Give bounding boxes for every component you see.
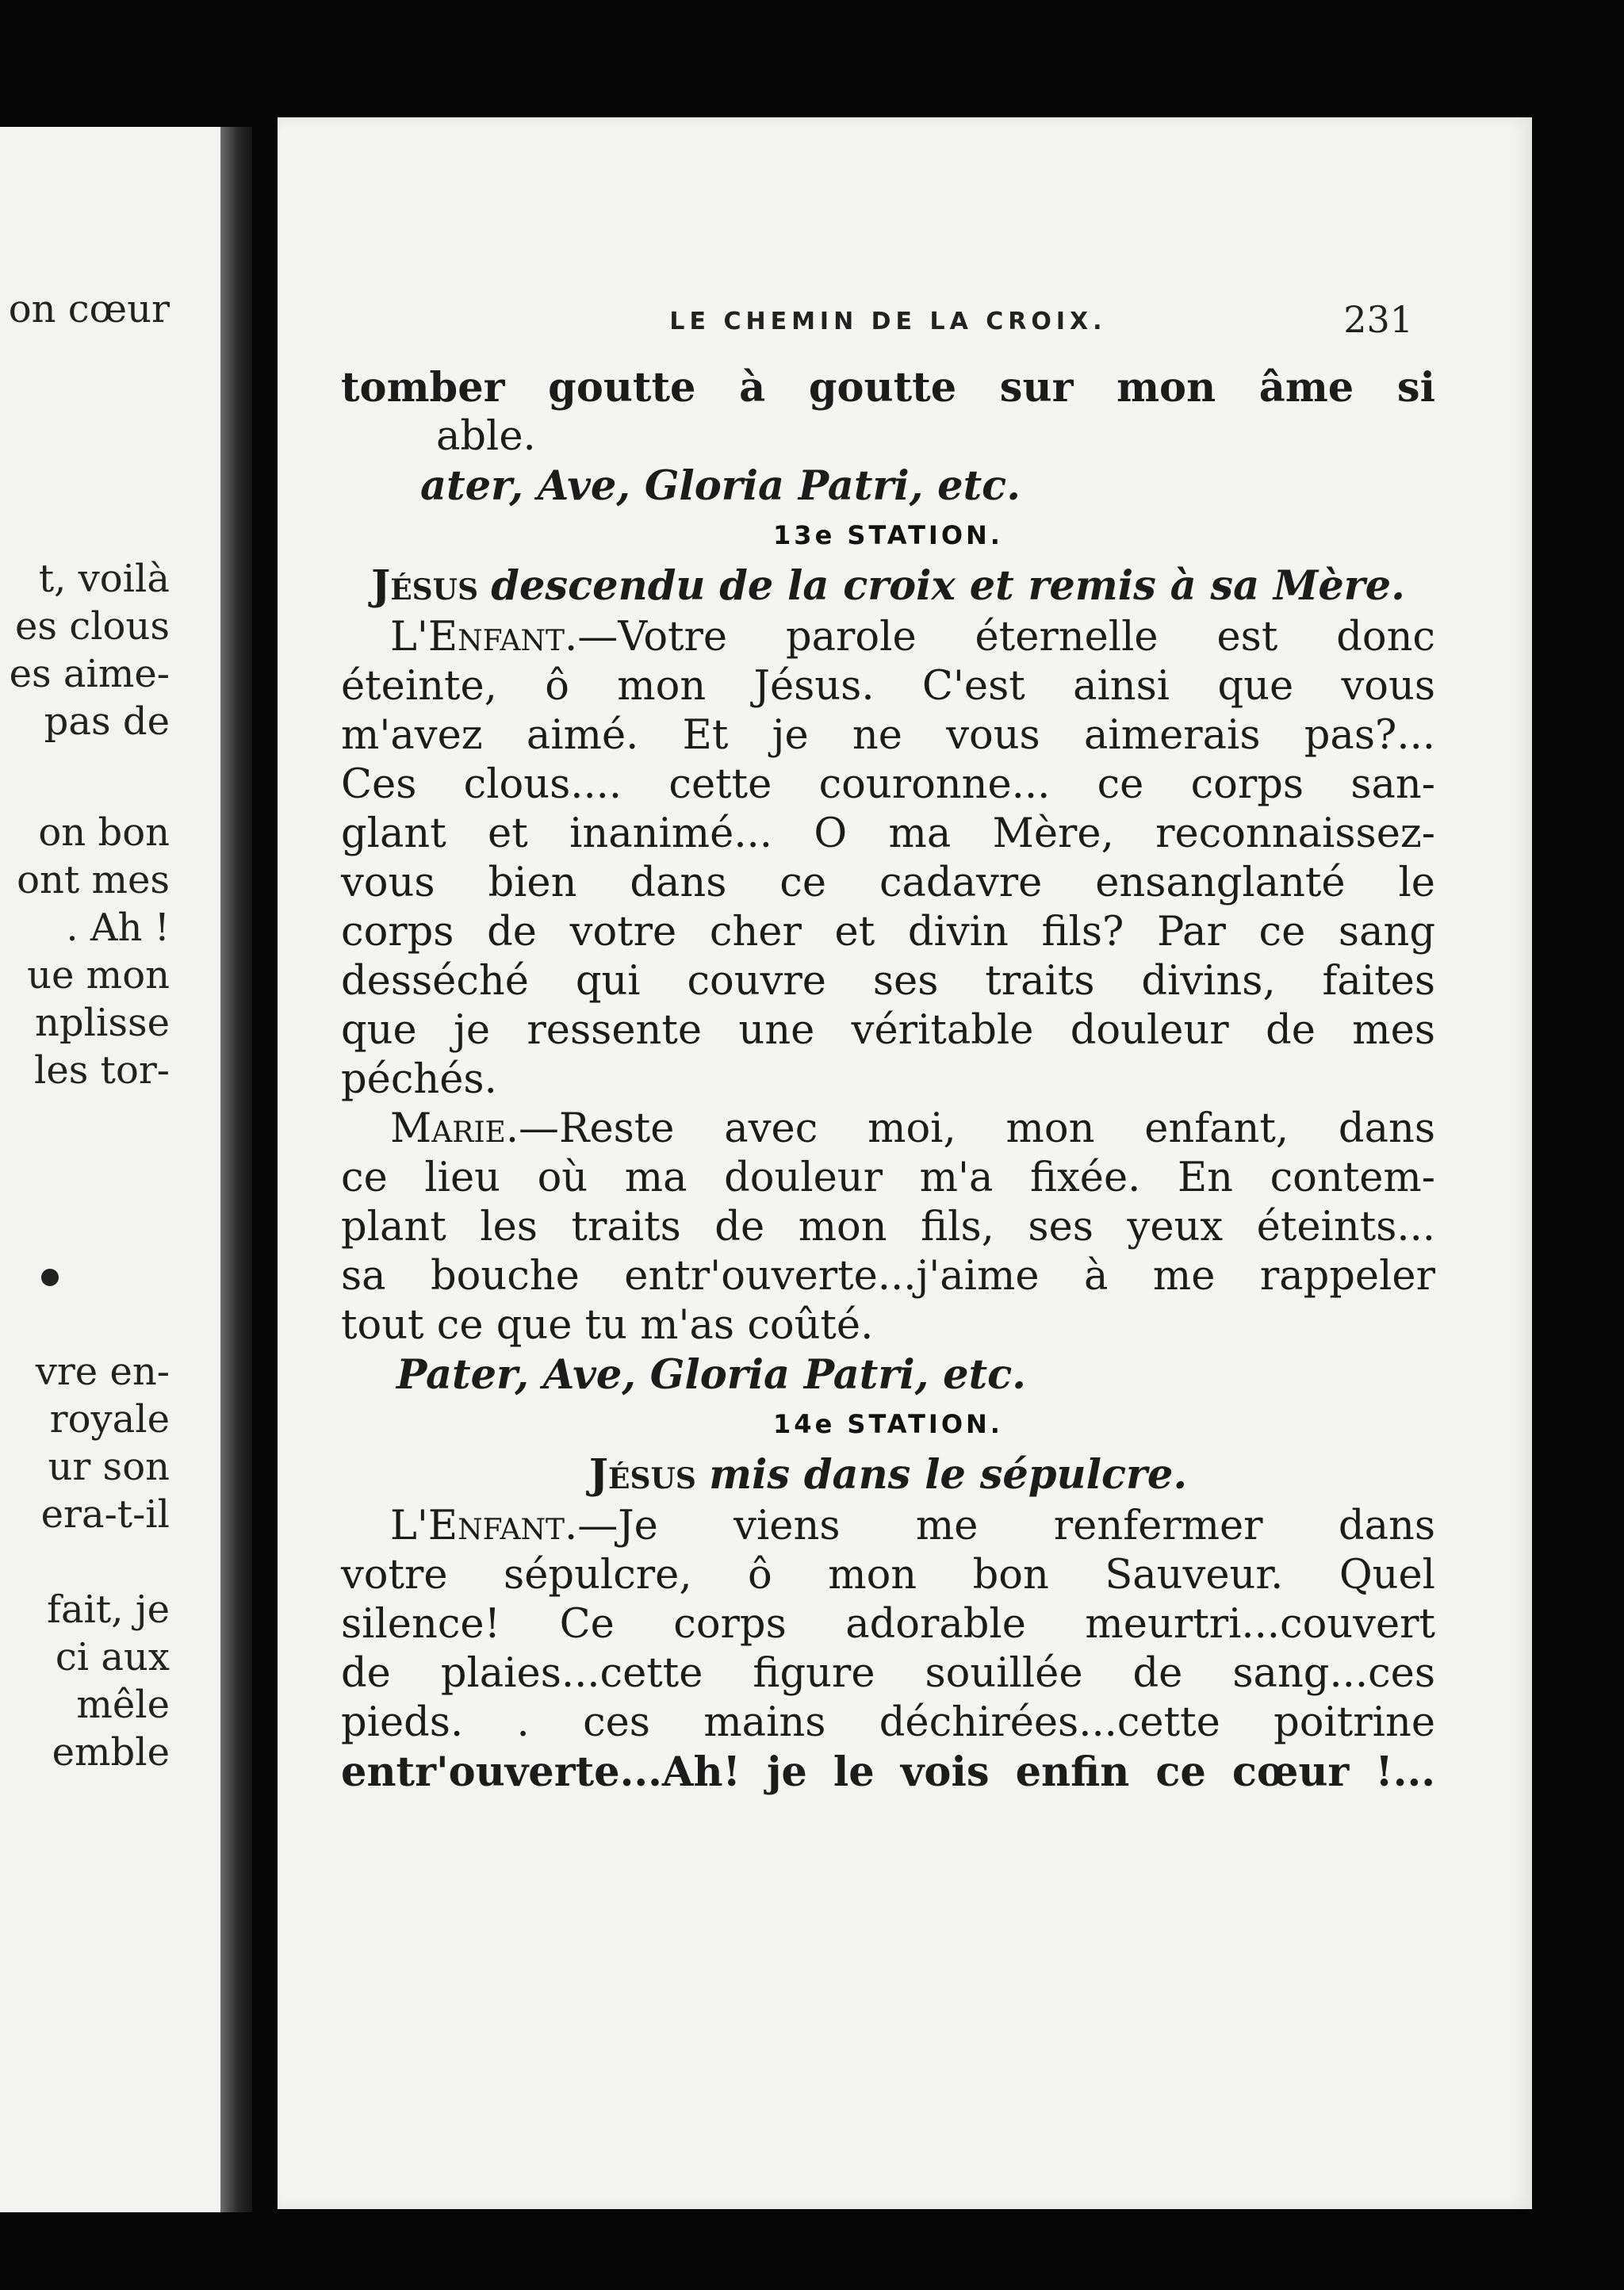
speaker-label: L'Enfant. — [390, 614, 578, 661]
left-page-text-line: emble — [52, 1730, 170, 1775]
left-page-text-line: es clous — [15, 604, 170, 649]
paragraph-line: ce lieu où ma douleur m'a fixée. En contem- — [341, 1155, 1435, 1201]
paragraph-line: que je ressente une véritable douleur de mes — [341, 1007, 1435, 1054]
prayer-line: Pater, Ave, Gloria Patri, etc. — [396, 1351, 1026, 1399]
paragraph-text: —Je viens me renfermer dans — [577, 1503, 1435, 1549]
paragraph-line: sa bouche entr'ouverte...j'aime à me rappeler — [341, 1253, 1435, 1300]
left-page-text-line: es aime- — [9, 652, 170, 696]
left-page-text-line: t, voilà — [38, 557, 170, 601]
paragraph-line: de plaies...cette figure souillée de sang...ces — [341, 1650, 1435, 1697]
book-gutter — [220, 127, 252, 2212]
left-page-text-line: nplisse — [34, 1001, 170, 1045]
paragraph-text: —Reste avec moi, mon enfant, dans — [519, 1105, 1435, 1152]
running-header — [341, 276, 1435, 363]
left-page-text-line: ue mon — [27, 953, 170, 998]
left-page-text-line: ont mes — [17, 858, 170, 902]
station-heading: 13e STATION. — [773, 520, 1003, 550]
station-title-description: descendu de la croix et remis à sa Mère. — [491, 562, 1405, 610]
paragraph-line: m'avez aimé. Et je ne vous aimerais pas?... — [341, 712, 1435, 759]
station-title-name: Jésus — [588, 1451, 696, 1499]
left-page-text-line: ci aux — [55, 1635, 170, 1679]
left-page-text-line: ur son — [48, 1445, 170, 1489]
paragraph-line: plant les traits de mon fils, ses yeux éteints... — [341, 1204, 1435, 1250]
paragraph-line: tout ce que tu m'as coûté. — [341, 1302, 874, 1349]
left-page-text-line: royale — [49, 1397, 170, 1442]
paragraph-line: vous bien dans ce cadavre ensanglanté le — [341, 860, 1435, 906]
paragraph-line — [341, 1105, 1435, 1154]
left-page-text-line: on bon — [38, 810, 170, 855]
left-page-text-line: fait, je — [47, 1587, 170, 1632]
station-title — [341, 1449, 1435, 1502]
speaker-label: Marie. — [390, 1105, 519, 1152]
page-number: 231 — [1343, 298, 1413, 341]
left-page-text-line: era-t-il — [40, 1492, 170, 1537]
current-page — [278, 117, 1532, 2209]
paragraph-line: silence! Ce corps adorable meurtri...couvert — [341, 1601, 1435, 1648]
paragraph-line — [341, 1502, 1435, 1551]
speaker-label: L'Enfant. — [390, 1503, 578, 1549]
paragraph-line: entr'ouverte...Ah! je le vois enfin ce cœur !... — [341, 1748, 1435, 1796]
paragraph-line: Ces clous.... cette couronne... ce corps san- — [341, 761, 1435, 808]
page-text-block — [341, 276, 1435, 1797]
paragraph-line: glant et inanimé... O ma Mère, reconnaissez- — [341, 810, 1435, 857]
left-page-text-line: pas de — [44, 699, 170, 744]
paragraph-line — [341, 613, 1435, 662]
station-title — [341, 560, 1435, 613]
paragraph-line: votre sépulcre, ô mon bon Sauveur. Quel — [341, 1552, 1435, 1599]
running-title: LE CHEMIN DE LA CROIX. — [669, 308, 1107, 335]
previous-page — [0, 127, 252, 2212]
left-page-text-line: on cœur — [8, 287, 170, 331]
ornament-dot-icon — [41, 1269, 59, 1286]
paragraph-line: corps de votre cher et divin fils? Par ce sang — [341, 909, 1435, 955]
station-title-description: mis dans le sépulcre. — [709, 1451, 1188, 1499]
station-title-name: Jésus — [371, 562, 479, 610]
paragraph-text: —Votre parole éternelle est donc — [577, 614, 1435, 661]
text-line: tomber goutte à goutte sur mon âme si — [341, 364, 1435, 412]
paragraph-line: desséché qui couvre ses traits divins, faites — [341, 958, 1435, 1005]
paragraph-line: péchés. — [341, 1056, 497, 1103]
left-page-text-line: vre en- — [35, 1350, 170, 1394]
prayer-line: ater, Ave, Gloria Patri, etc. — [420, 462, 1021, 510]
paragraph-line: éteinte, ô mon Jésus. C'est ainsi que vous — [341, 663, 1435, 710]
text-line: able. — [436, 413, 536, 460]
left-page-text-line: mêle — [76, 1683, 170, 1727]
left-page-text-line: les tor- — [34, 1048, 170, 1093]
station-heading: 14e STATION. — [773, 1409, 1003, 1439]
left-page-text-line: . Ah ! — [66, 906, 170, 950]
paragraph-line: pieds. . ces mains déchirées...cette poitrine — [341, 1699, 1435, 1746]
